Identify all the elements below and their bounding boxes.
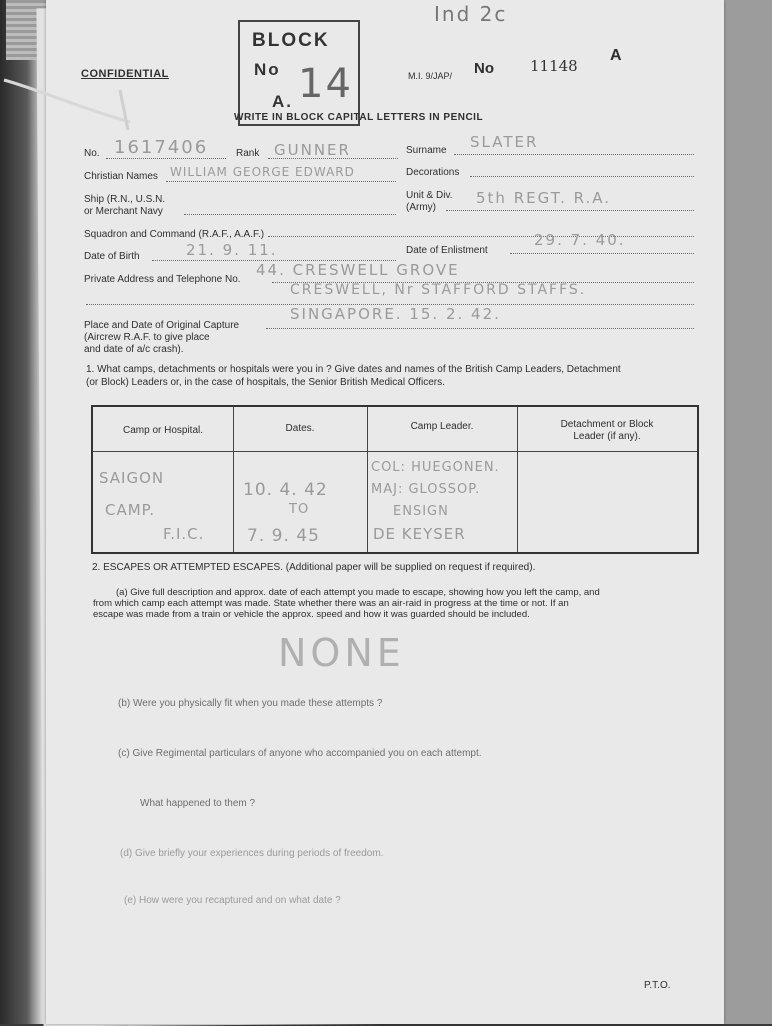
surname-line (454, 154, 694, 155)
q2c-text: (c) Give Regimental particulars of anyone who accompanied you on each attempt. (118, 748, 482, 759)
capture-value: SINGAPORE. 15. 2. 42. (290, 305, 501, 323)
q2c-followup: What happened to them ? (140, 798, 256, 809)
cell-leader-2: MAJ: GLOSSOP. (371, 482, 481, 497)
unit-label-1: Unit & Div. (406, 190, 453, 201)
cell-dates-3: 7. 9. 45 (247, 526, 320, 546)
rank-value: GUNNER (274, 141, 351, 159)
capture-label-3: and date of a/c crash). (84, 344, 184, 355)
q2a-line-3: escape was made from a train or vehicle the approx. speed and how it was guarded should be included. (93, 609, 530, 620)
surname-label: Surname (406, 145, 447, 156)
th-dates: Dates. (285, 423, 315, 434)
cell-camp-2: CAMP. (105, 501, 156, 519)
serial-number: 11148 (530, 57, 578, 75)
th-detachment-1: Detachment or Block (560, 419, 654, 430)
no-line (106, 158, 226, 159)
dob-label: Date of Birth (84, 251, 140, 262)
stamp-number: 14 (298, 61, 353, 107)
caps-instruction: WRITE IN BLOCK CAPITAL LETTERS IN PENCIL (234, 112, 484, 123)
christian-names-value: WILLIAM GEORGE EDWARD (170, 165, 355, 179)
pto-label: P.T.O. (644, 980, 671, 991)
unit-label-2: (Army) (406, 202, 436, 213)
christian-names-line (166, 181, 396, 182)
enlistment-label: Date of Enlistment (406, 245, 488, 256)
th-camp: Camp or Hospital. (122, 425, 204, 436)
address-value-1: 44. CRESWELL GROVE (256, 261, 460, 279)
ship-line (184, 214, 396, 215)
q2a-line-2: from which camp each attempt was made. State whether there was an air-raid in progress at the time or not. If an (93, 598, 569, 609)
dob-value: 21. 9. 11. (186, 241, 278, 259)
questionnaire-form (46, 0, 724, 1024)
confidential-label: CONFIDENTIAL (81, 68, 169, 80)
q1-line-1: 1. What camps, detachments or hospitals were you in ? Give dates and names of the British Camp Leaders, Detachment (86, 364, 621, 375)
enlistment-value: 29. 7. 40. (534, 231, 626, 249)
background-strip (722, 0, 772, 1024)
unit-value: 5th REGT. R.A. (476, 189, 612, 207)
unit-line (446, 210, 694, 211)
stamp-line-1: BLOCK (252, 30, 330, 51)
address-value-2: CRESWELL, Nr STAFFORD STAFFS. (290, 282, 587, 298)
serial-no-label: No (474, 60, 494, 77)
q2b-text: (b) Were you physically fit when you made these attempts ? (118, 698, 383, 709)
th-leader: Camp Leader. (410, 421, 474, 432)
ship-label-1: Ship (R.N., U.S.N. (84, 194, 166, 205)
enlistment-line (510, 253, 694, 254)
camps-table (91, 405, 699, 554)
cell-camp-3: F.I.C. (163, 525, 205, 543)
q2a-answer: NONE (278, 631, 405, 675)
stamp-line-3: A. (272, 92, 293, 111)
no-value: 1617406 (114, 137, 209, 158)
string-tie (0, 60, 160, 140)
squadron-line (268, 236, 694, 237)
christian-names-label: Christian Names (84, 171, 158, 182)
corner-note: Ind 2c (434, 2, 508, 26)
block-stamp (238, 20, 360, 126)
cell-dates-2: TO (289, 502, 310, 517)
cell-leader-4: DE KEYSER (373, 525, 466, 543)
capture-label-2: (Aircrew R.A.F. to give place (84, 332, 210, 343)
q1-line-2: (or Block) Leaders or, in the case of hospitals, the Senior British Medical Officers. (86, 377, 445, 388)
ship-label-2: or Merchant Navy (84, 206, 163, 217)
cell-camp-1: SAIGON (99, 469, 165, 487)
q2e-text: (e) How were you recaptured and on what date ? (124, 895, 341, 906)
stamp-line-2: No (254, 60, 281, 79)
q2-title: 2. ESCAPES OR ATTEMPTED ESCAPES. (Additional paper will be supplied on request if required). (92, 562, 536, 573)
q2d-text: (d) Give briefly your experiences during periods of freedom. (120, 848, 384, 859)
capture-line (266, 328, 694, 329)
serial-suffix: A (610, 47, 622, 64)
no-label: No. (84, 148, 100, 159)
cell-leader-1: COL: HUEGONEN. (371, 460, 500, 475)
cell-leader-3: ENSIGN (393, 504, 449, 519)
rank-label: Rank (236, 148, 260, 159)
th-detachment-2: Leader (if any). (573, 431, 641, 442)
capture-label-1: Place and Date of Original Capture (84, 320, 240, 331)
squadron-label: Squadron and Command (R.A.F., A.A.F.) (84, 229, 265, 240)
form-reference: M.I. 9/JAP/ (408, 71, 453, 81)
decorations-label: Decorations (406, 167, 460, 178)
table-header-rule (93, 451, 697, 452)
surname-value: SLATER (470, 133, 539, 151)
cell-dates-1: 10. 4. 42 (243, 480, 328, 500)
address-label: Private Address and Telephone No. (84, 274, 241, 285)
decorations-line (470, 176, 694, 177)
q2a-line-1: (a) Give full description and approx. date of each attempt you made to escape, showing how you left the camp, and (116, 587, 600, 598)
